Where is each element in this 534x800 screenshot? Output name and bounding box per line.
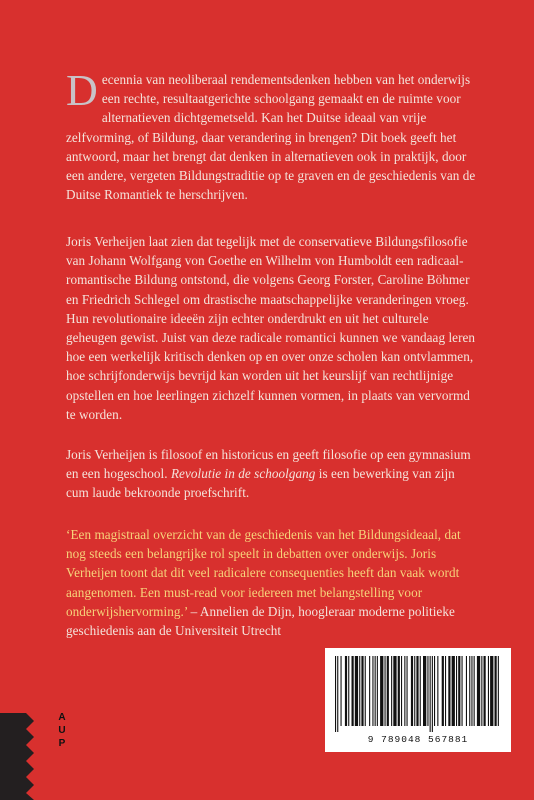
barcode-bar xyxy=(434,656,435,726)
author-bio-start: Joris Verheijen is filosoof en historicus en geeft filosofie op een gymnasium en een hogeschool. xyxy=(66,447,471,482)
barcode-bar xyxy=(458,656,460,726)
barcode-bar xyxy=(404,656,405,726)
barcode-bars xyxy=(333,656,503,732)
barcode-bar xyxy=(391,656,392,726)
barcode-bar xyxy=(466,656,467,726)
barcode-bar xyxy=(365,656,366,726)
barcode-bar xyxy=(380,656,383,726)
barcode-bar xyxy=(427,656,428,726)
drop-cap: D xyxy=(66,66,98,115)
barcode-bar xyxy=(437,656,438,726)
barcode-bar xyxy=(477,656,480,726)
intro-text: ecennia van neoliberaal rendementsdenken hebben van het onderwijs een rechte, resultaatgerichte schoolgang gemaakt en de ruimte voor alternatieven dichtgemetseld. Kan het Duitse ideaal van vrije zelfvorming, of Bildung, daar verandering in brengen? Dit boek geeft het antwoord, maar het brengt dat denken in alternatieven ook in praktijk, door een andere, vergeten Bildungstraditie op te graven en de geschiedenis van de Duitse Romantiek te herschrijven. xyxy=(66,72,476,203)
barcode-bar xyxy=(393,656,396,726)
barcode-bar xyxy=(445,656,446,726)
barcode-bar xyxy=(372,656,373,726)
barcode-bar xyxy=(423,656,426,726)
barcode-bar xyxy=(352,656,354,726)
barcode-bar xyxy=(498,656,499,726)
intro-paragraph xyxy=(66,66,478,204)
endorsement-quote xyxy=(66,525,478,640)
barcode-bar xyxy=(361,656,363,726)
barcode-bar xyxy=(345,656,347,726)
barcode-bar xyxy=(430,656,431,732)
barcode-bar xyxy=(474,656,475,726)
barcode-bar xyxy=(377,656,378,726)
barcode-bar xyxy=(355,656,358,726)
barcode-bar xyxy=(490,656,493,726)
summary-paragraph xyxy=(66,232,478,424)
barcode-bar xyxy=(488,656,489,726)
barcode-bar xyxy=(416,656,418,726)
publisher-logo-letters xyxy=(56,711,68,750)
barcode-bar xyxy=(348,656,349,726)
summary-text: Joris Verheijen laat zien dat tegelijk met de conservatieve Bildungsfilosofie van Johann Wolfgang von Goethe en Wilhelm von Humboldt een radicaal-romantische Bildung ontstond, die volgens Georg Forster, Caroline Böhmer en Friedrich Schlegel om drastische maatschappelijke veranderingen vroeg. Hun revolutionaire ideeën zijn echter onderdrukt en uit het culturele geheugen gewist. Juist van deze radicale romantici kunnen we vandaag leren hoe een werkelijk kritisch denken op en over onze scholen kan ontvlammen, hoe schrijfonderwijs bevrijd kan worden uit het keurslijf van rechtlijnige opstellen en hoe leerlingen zichzelf kunnen vormen, in plaats van vervormd te worden. xyxy=(66,234,476,422)
isbn-barcode xyxy=(325,648,511,752)
barcode-bar xyxy=(401,656,402,726)
publisher-letter: U xyxy=(58,725,66,736)
publisher-letter: P xyxy=(58,738,66,749)
barcode-bar xyxy=(398,656,400,726)
barcode-bar xyxy=(448,656,450,726)
barcode-bar xyxy=(411,656,413,726)
barcode-bar xyxy=(407,656,408,726)
barcode-bar xyxy=(335,656,336,732)
isbn-number: 9 789048 567881 xyxy=(367,734,469,745)
barcode-bar xyxy=(341,656,342,726)
barcode-bar xyxy=(375,656,376,726)
barcode-bar xyxy=(414,656,415,726)
barcode-bar xyxy=(471,656,472,726)
barcode-bar xyxy=(359,656,360,726)
quote-text: ‘Een magistraal overzicht van de geschiedenis van het Bildungsideaal, dat nog steeds een belangrijke rol speelt in debatten over onderwijs. Joris Verheijen toont dat dit veel radicalere consequenties heeft dan vaak wordt aangenomen. Een must-read voor iedereen met belangstelling voor onderwijshervorming.’ xyxy=(66,527,461,619)
book-title: Revolutie in de schoolgang xyxy=(170,466,316,482)
barcode-bar xyxy=(337,656,338,732)
barcode-bar xyxy=(484,656,486,726)
barcode-bar xyxy=(420,656,421,726)
publisher-letter: A xyxy=(58,712,66,723)
author-bio-paragraph xyxy=(66,445,478,503)
barcode-bar xyxy=(452,656,455,726)
barcode-bar xyxy=(462,656,463,726)
barcode-bar xyxy=(369,656,370,726)
barcode-bar xyxy=(442,656,444,726)
publisher-logo-strip xyxy=(0,713,40,800)
barcode-bar xyxy=(481,656,482,726)
barcode-bar xyxy=(495,656,497,726)
author-bio-end: is een bewerking van zijn cum laude bekroonde proefschrift. xyxy=(66,466,455,501)
barcode-bar xyxy=(432,656,433,732)
barcode-bar xyxy=(469,656,470,726)
barcode-bar xyxy=(456,656,457,726)
quote-attribution: – Annelien de Dijn, hoogleraar moderne politieke geschiedenis aan de Universiteit Utrecht xyxy=(66,603,455,639)
barcode-bar xyxy=(385,656,386,726)
barcode-bar xyxy=(387,656,389,726)
